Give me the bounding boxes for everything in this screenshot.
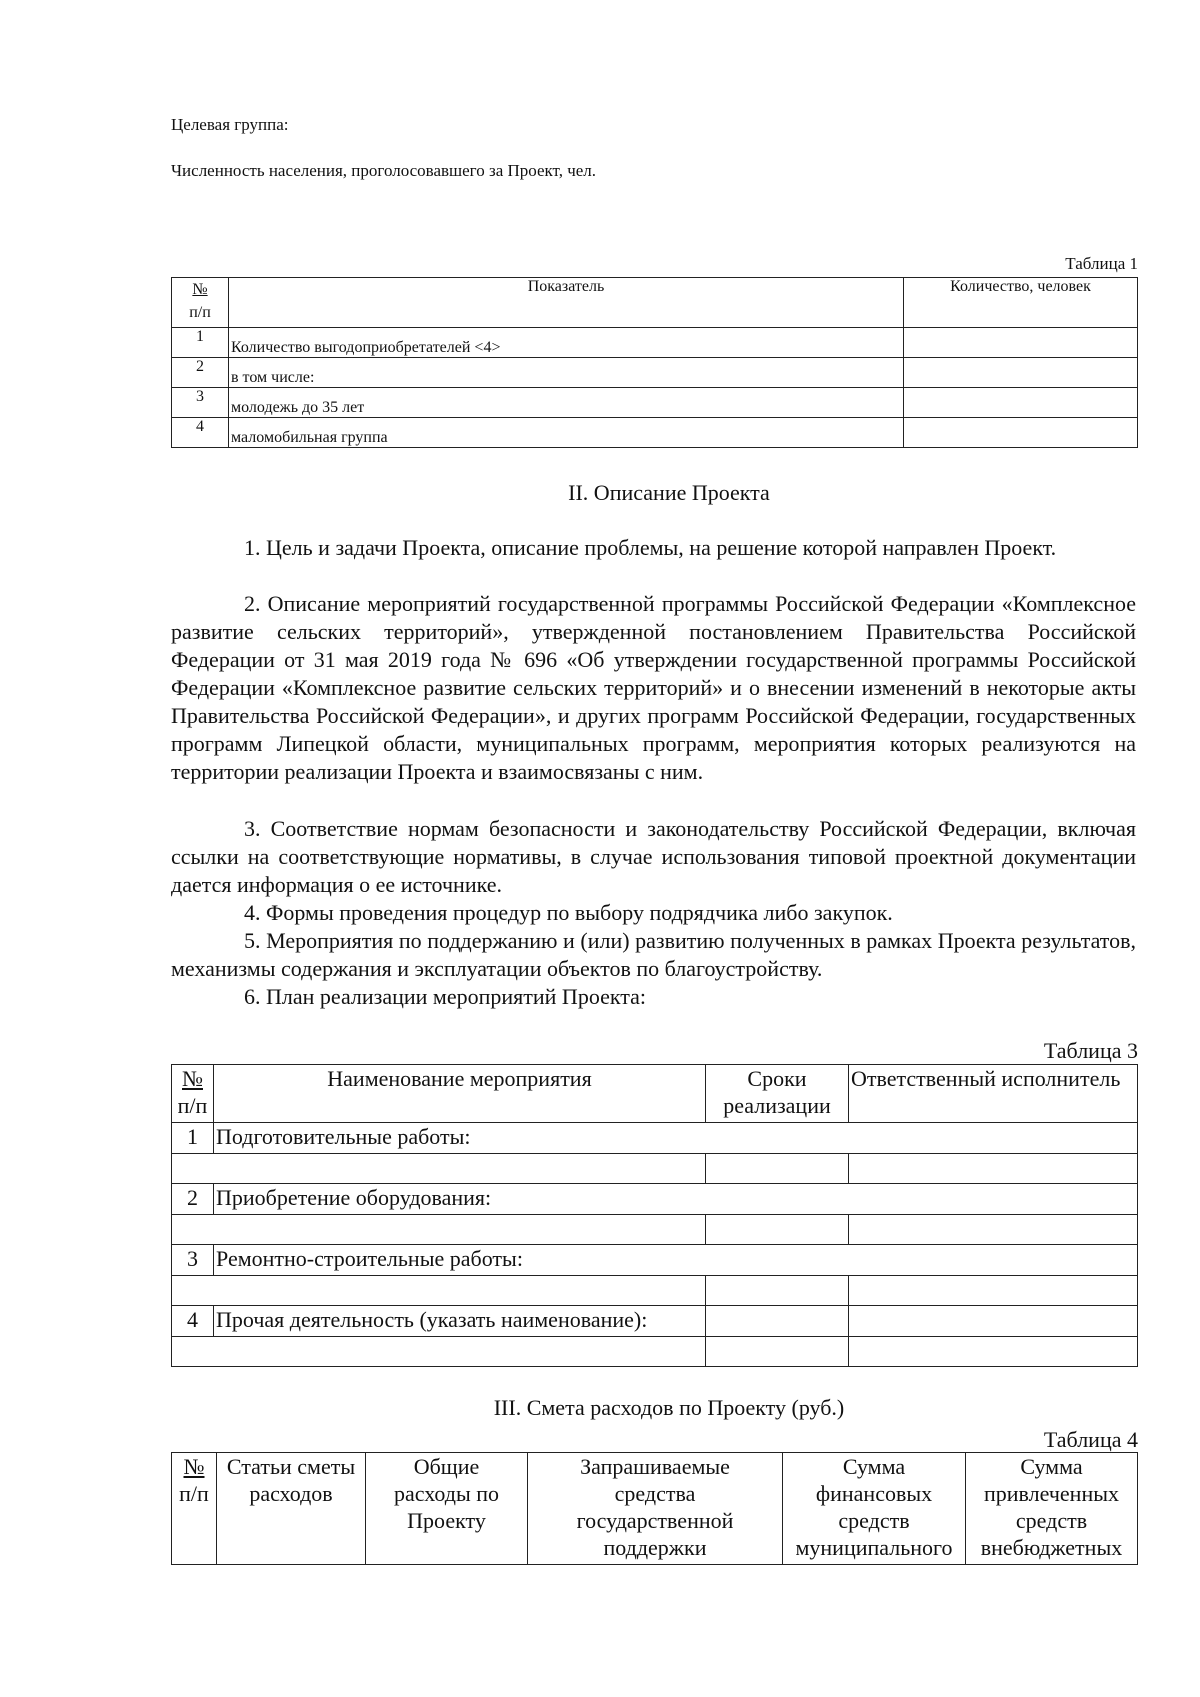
count-cell[interactable] xyxy=(904,388,1138,418)
table-group-row: 3 Ремонтно-строительные работы: xyxy=(172,1245,1138,1276)
section2-item-4: 4. Формы проведения процедур по выбору подрядчика либо закупок. xyxy=(244,900,893,925)
table3-caption: Таблица 3 xyxy=(1043,1038,1138,1063)
activity-name-cell[interactable] xyxy=(172,1154,706,1184)
section2-item-3: 3. Соответствие нормам безопасности и законодательству Российской Федерации, включая ссылки на соответствующие нормативы, в случае использования типовой проектной документации дается информация о ее источнике. xyxy=(171,816,1136,897)
table-group-row: 2 Приобретение оборудования: xyxy=(172,1184,1138,1215)
table4-header-items: Статьи сметы расходов xyxy=(217,1453,366,1565)
table-group-row: 1 Подготовительные работы: xyxy=(172,1123,1138,1154)
table4-header-total: Общие расходы по Проекту xyxy=(366,1453,528,1565)
section3-title: III. Смета расходов по Проекту (руб.) xyxy=(493,1395,845,1420)
table-row: 4 маломобильная группа xyxy=(172,418,1138,448)
table3-header-terms: Сроки реализации xyxy=(706,1065,849,1123)
table-row: 1 Количество выгодоприобретателей <4> xyxy=(172,328,1138,358)
target-group-label: Целевая группа: xyxy=(171,115,289,134)
table-group-row: 4 Прочая деятельность (указать наименование): xyxy=(172,1306,1138,1337)
table4-caption: Таблица 4 xyxy=(1043,1427,1138,1452)
terms-cell[interactable] xyxy=(706,1276,849,1306)
section2-title: II. Описание Проекта xyxy=(568,480,770,505)
table4-header-municipal: Сумма финансовых средств муниципального xyxy=(783,1453,966,1565)
table3-header-num: № п/п xyxy=(172,1065,214,1123)
section2-item-2: 2. Описание мероприятий государственной программы Российской Федерации «Комплексное развитие сельских территорий», утвержденной постановлением Правительства Российской Федерации от 31 мая 2019 года № 696 «Об утверждении государственной программы Российской Федерации «Комплексное развитие сельских территорий» и о внесении изменений в некоторые акты Правительства Российской Федерации», и других программ Российской Федерации, государственных программ Липецкой области, муниципальных программ, мероприятия которых реализуются на территории реализации Проекта и взаимосвязаны с ним. xyxy=(171,591,1136,784)
section2-item-1: 1. Цель и задачи Проекта, описание проблемы, на решение которой направлен Проект. xyxy=(244,535,1057,560)
responsible-cell[interactable] xyxy=(849,1215,1138,1245)
responsible-cell[interactable] xyxy=(849,1154,1138,1184)
table4-header-row xyxy=(172,1453,1138,1565)
table-row: 3 молодежь до 35 лет xyxy=(172,388,1138,418)
table3-header-row xyxy=(172,1065,1138,1123)
section2-item-6: 6. План реализации мероприятий Проекта: xyxy=(244,984,647,1009)
table1-header-count: Количество, человек xyxy=(904,278,1138,328)
table4-header-state-support: Запрашиваемые средства государственной поддержки xyxy=(528,1453,783,1565)
table4 xyxy=(171,1452,1138,1565)
table1-header-row xyxy=(172,278,1138,328)
activity-name-cell[interactable] xyxy=(172,1337,706,1367)
table1-header-num: № п/п xyxy=(172,278,229,328)
table-row xyxy=(172,1215,1138,1245)
section2-item-5: 5. Мероприятия по поддержанию и (или) развитию полученных в рамках Проекта результатов, механизмы содержания и эксплуатации объектов по благоустройству. xyxy=(171,928,1136,981)
table3-header-responsible: Ответственный исполнитель xyxy=(849,1065,1138,1123)
table1-caption: Таблица 1 xyxy=(1065,254,1138,273)
table1 xyxy=(171,277,1138,448)
table4-header-extrabudgetary: Сумма привлеченных средств внебюджетных xyxy=(966,1453,1138,1565)
activity-name-cell[interactable] xyxy=(172,1276,706,1306)
population-label: Численность населения, проголосовавшего за Проект, чел. xyxy=(171,161,597,180)
terms-cell[interactable] xyxy=(706,1306,849,1337)
terms-cell[interactable] xyxy=(706,1154,849,1184)
table-row xyxy=(172,1154,1138,1184)
activity-name-cell[interactable] xyxy=(172,1215,706,1245)
table3-header-name: Наименование мероприятия xyxy=(214,1065,706,1123)
responsible-cell[interactable] xyxy=(849,1306,1138,1337)
table3 xyxy=(171,1064,1138,1367)
table4-header-num: № п/п xyxy=(172,1453,217,1565)
responsible-cell[interactable] xyxy=(849,1337,1138,1367)
table1-header-indicator: Показатель xyxy=(229,278,904,328)
count-cell[interactable] xyxy=(904,358,1138,388)
responsible-cell[interactable] xyxy=(849,1276,1138,1306)
terms-cell[interactable] xyxy=(706,1337,849,1367)
count-cell[interactable] xyxy=(904,418,1138,448)
table-row: 2 в том числе: xyxy=(172,358,1138,388)
terms-cell[interactable] xyxy=(706,1215,849,1245)
count-cell[interactable] xyxy=(904,328,1138,358)
table-row xyxy=(172,1337,1138,1367)
table-row xyxy=(172,1276,1138,1306)
